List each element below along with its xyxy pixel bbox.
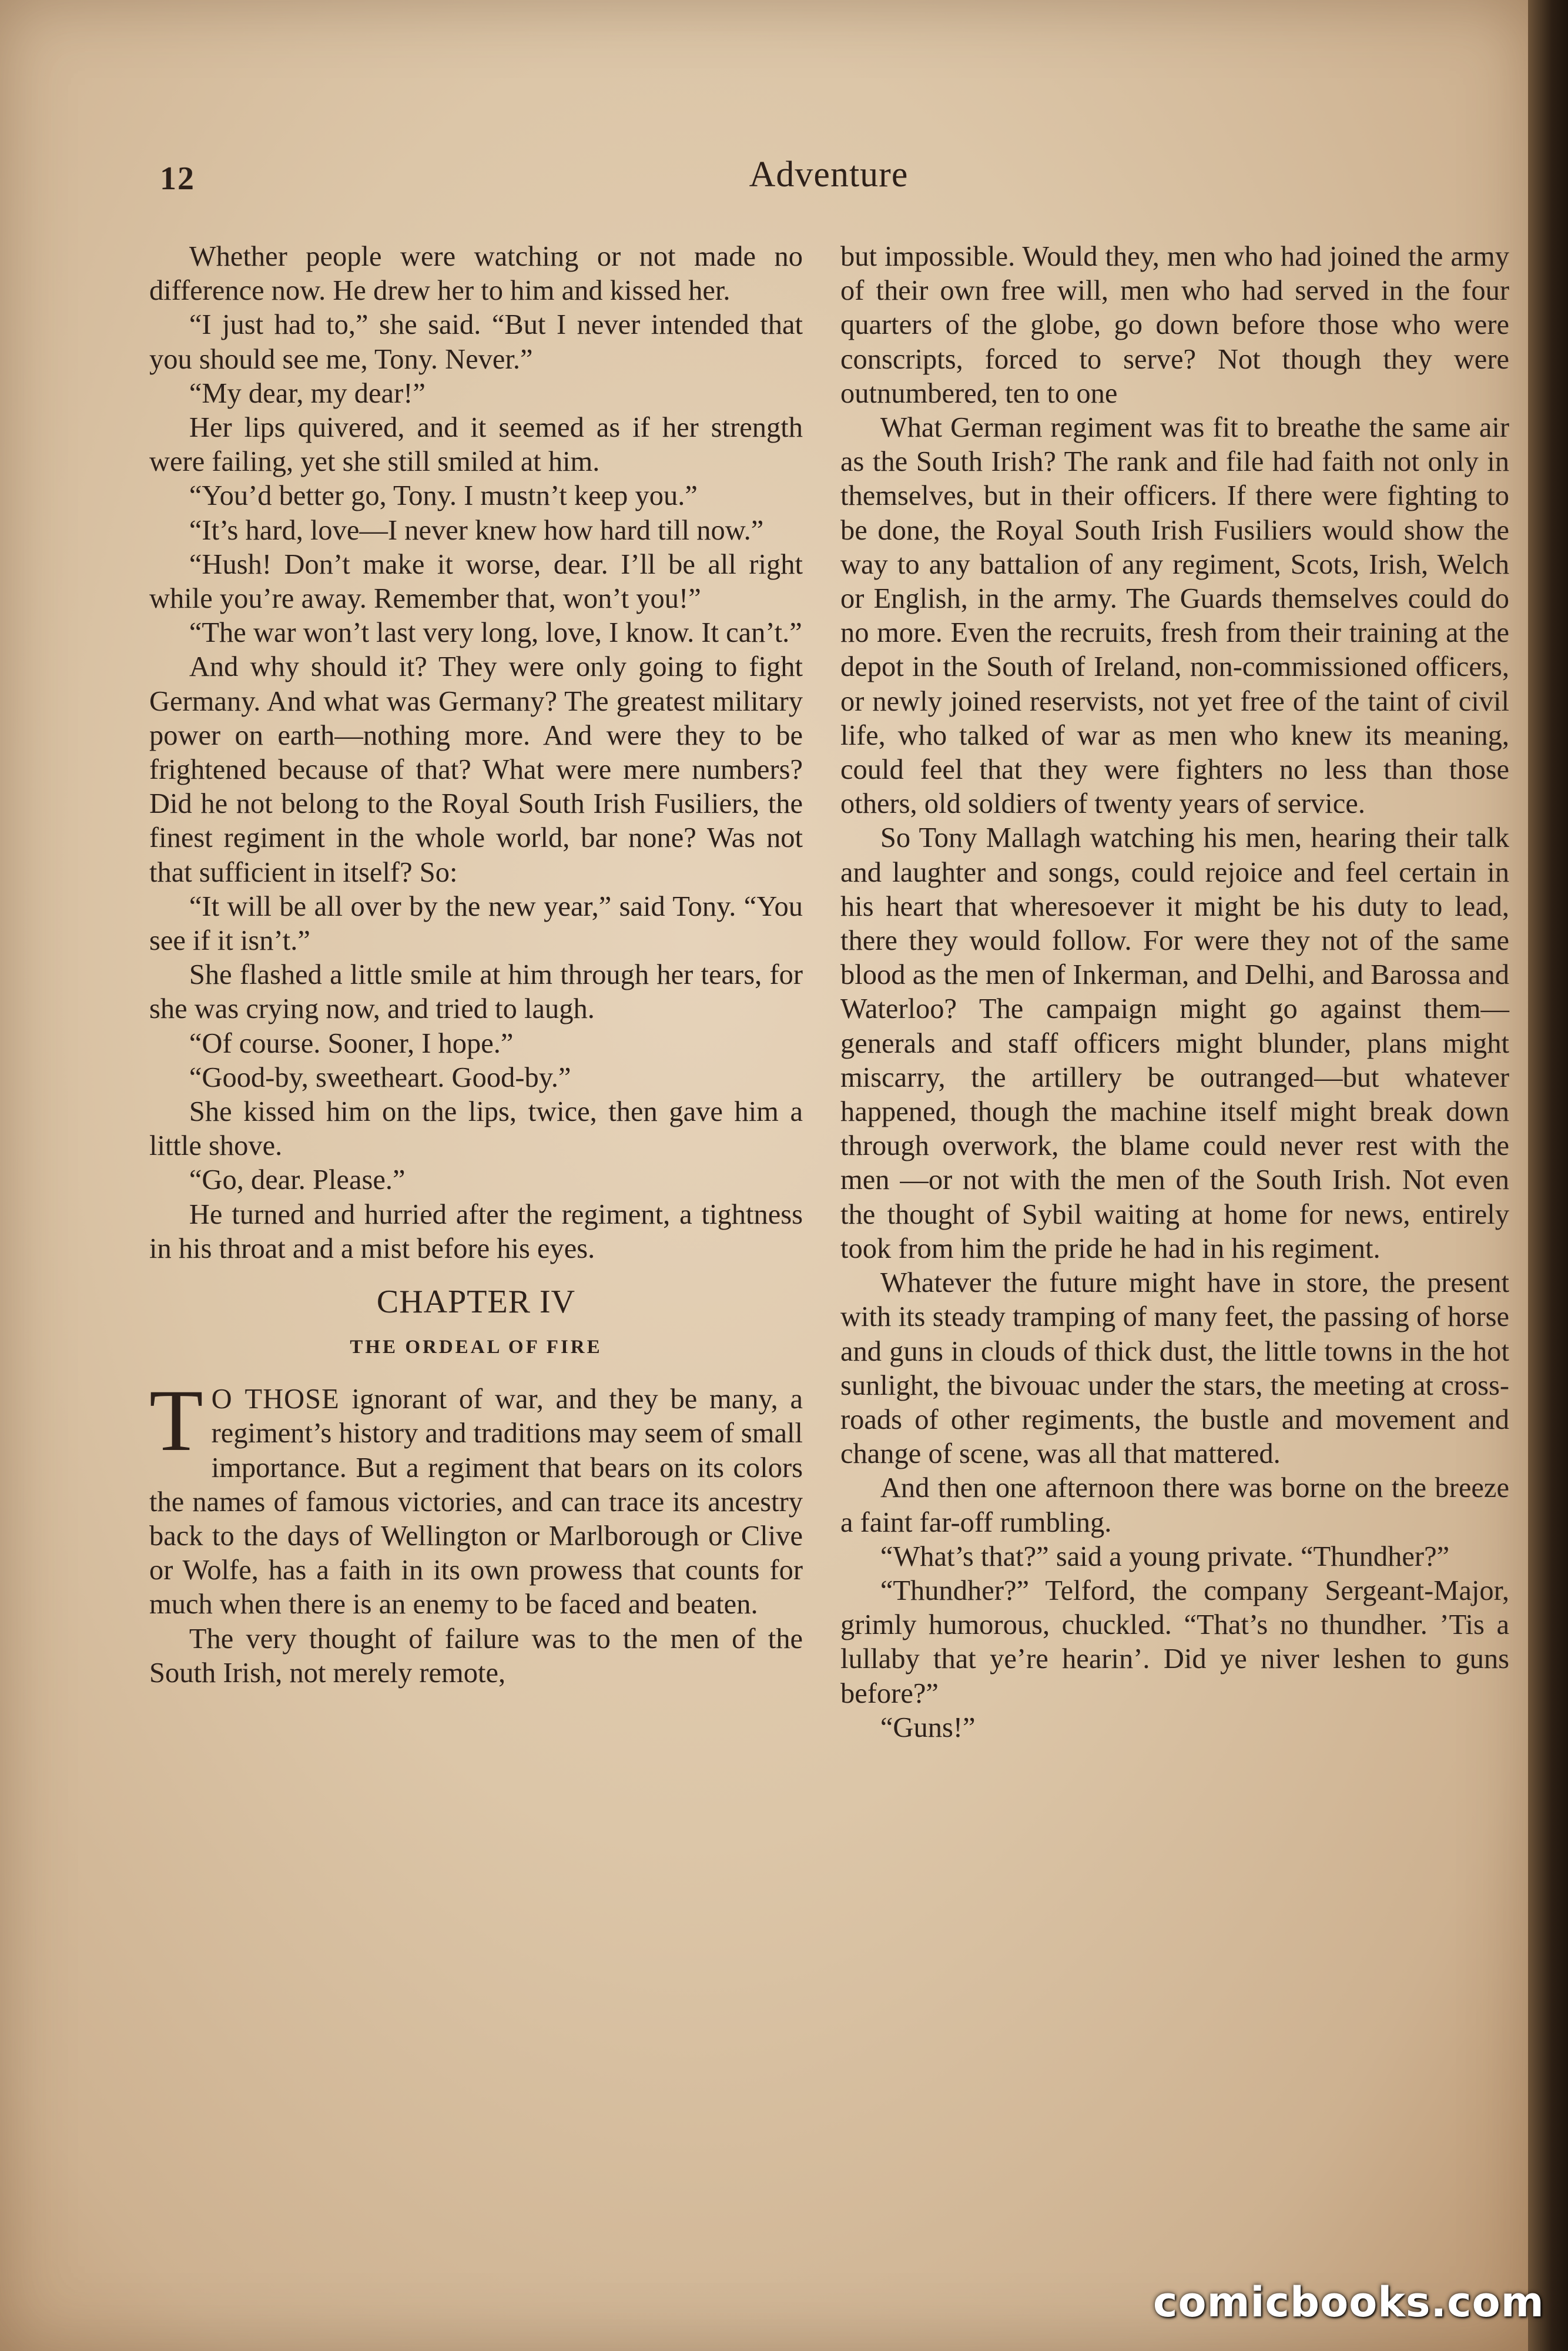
paragraph: Whatever the future might have in store, the present with its steady tramping of many feet, the passing of horse and guns in clouds of thick dust, the little towns in the hot sunlight, the bivouac under the stars, the meeting at cross-roads of other regiments, the bustle and movement and change of scene, was all that mattered. bbox=[840, 1267, 1509, 1470]
watermark: comicbooks.com bbox=[1153, 2278, 1544, 2326]
paragraph: The very thought of failure was to the men of the South Irish, not merely remote, bbox=[149, 1623, 803, 1689]
paragraph: “Hush! Don’t make it worse, dear. I’ll be all right while you’re away. Remember that, won’t you!” bbox=[149, 548, 803, 615]
paragraph: Whether people were watching or not made no difference now. He drew her to him and kissed her. bbox=[149, 241, 803, 307]
paragraph: “You’d better go, Tony. I mustn’t keep you.” bbox=[189, 480, 698, 512]
paragraph: “Good-by, sweetheart. Good-by.” bbox=[189, 1061, 571, 1093]
paragraph: “Guns!” bbox=[880, 1712, 976, 1743]
running-head-title: Adventure bbox=[749, 155, 909, 195]
paragraph: What German regiment was fit to breathe the same air as the South Irish? The rank and file had faith not only in themselves, but in their officers. If there were fighting to be done, the Royal South Irish Fusiliers would show the way to any battalion of any regiment, Scots, Irish, Welch or English, in the army. The Guards themselves could do no more. Even the recruits, fresh from their training at the depot in the South of Ireland, non-commissioned officers, or newly joined reservists, not yet free of the taint of civil life, who talked of war as men who knew its meaning, could feel that they were fighters no less than those others, old soldiers of twenty years of service. bbox=[840, 412, 1509, 820]
chapter-opening-paragraph bbox=[149, 1372, 803, 1622]
chapter-heading: CHAPTER IV bbox=[376, 1284, 576, 1321]
left-column bbox=[149, 240, 803, 1690]
paragraph: And then one afternoon there was borne on the breeze a faint far-off rumbling. bbox=[840, 1472, 1509, 1538]
paragraph: “My dear, my dear!” bbox=[189, 377, 425, 409]
paragraph: And why should it? They were only going to fight Germany. And what was Germany? The greatest military power on earth—nothing more. And were they to be frightened because of that? What were mere numbers? Did he not belong to the Royal South Irish Fusiliers, the finest regiment in the whole world, bar none? Was not that sufficient in itself? So: bbox=[149, 651, 803, 888]
paragraph: He turned and hurried after the regiment, a tightness in his throat and a mist before his eyes. bbox=[149, 1198, 803, 1264]
paragraph: “What’s that?” said a young private. “Thundher?” bbox=[880, 1540, 1450, 1572]
paragraph: “Go, dear. Please.” bbox=[189, 1164, 406, 1196]
right-column bbox=[840, 240, 1509, 1745]
drop-cap: T bbox=[149, 1372, 203, 1470]
paragraph: “I just had to,” she said. “But I never intended that you should see me, Tony. Never.” bbox=[149, 309, 803, 375]
paragraph: Her lips quivered, and it seemed as if her strength were failing, yet she still smiled at him. bbox=[149, 412, 803, 478]
paragraph: “Thundher?” Telford, the company Sergeant-Major, grimly humorous, chuckled. “That’s no thundher. ’Tis a lullaby that ye’re hearin’. Did ye niver leshen to guns before?” bbox=[840, 1575, 1509, 1709]
paragraph: “Of course. Sooner, I hope.” bbox=[189, 1027, 514, 1059]
paragraph: She kissed him on the lips, twice, then gave him a little shove. bbox=[149, 1096, 803, 1162]
binding-edge bbox=[1528, 0, 1568, 2351]
paragraph-continued: but impossible. Would they, men who had joined the army of their own free will, men who had served in the four quarters of the globe, go down before those who were conscripts, forced to serve? Not though they were outnumbered, ten to one bbox=[840, 241, 1509, 409]
paragraph: “It’s hard, love—I never knew how hard till now.” bbox=[189, 514, 764, 546]
page-number: 12 bbox=[160, 160, 195, 197]
opening-smallcaps: O THOSE bbox=[211, 1384, 340, 1415]
chapter-subtitle: THE ORDEAL OF FIRE bbox=[350, 1337, 602, 1358]
paragraph: She flashed a little smile at him through her tears, for she was crying now, and tried to laugh. bbox=[149, 959, 803, 1025]
paragraph: So Tony Mallagh watching his men, hearing their talk and laughter and songs, could rejoice and feel certain in his heart that wheresoever it might be his duty to lead, there they would follow. For were they not of the same blood as the men of Inkerman, and Delhi, and Barossa and Waterloo? The campaign might go against them—generals and staff officers might blunder, plans might miscarry, the artillery be outranged—but whatever happened, though the machine itself might break down through overwork, the blame could never rest with the men —or not with the men of the South Irish. Not even the thought of Sybil waiting at home for news, entirely took from him the pride he had in his regiment. bbox=[840, 822, 1509, 1264]
paragraph: “It will be all over by the new year,” said Tony. “You see if it isn’t.” bbox=[149, 890, 803, 957]
opening-text: ignorant of war, and they be many, a regiment’s history and traditions may seem of small importance. But a regiment that bears on its colors the names of famous victories, and can trace its ancestry back to the days of Wellington or Marlborough or Clive or Wolfe, has a faith in its own prowess that counts for much when there is an enemy to be faced and beaten. bbox=[149, 1384, 803, 1620]
paragraph: “The war won’t last very long, love, I know. It can’t.” bbox=[189, 617, 802, 649]
